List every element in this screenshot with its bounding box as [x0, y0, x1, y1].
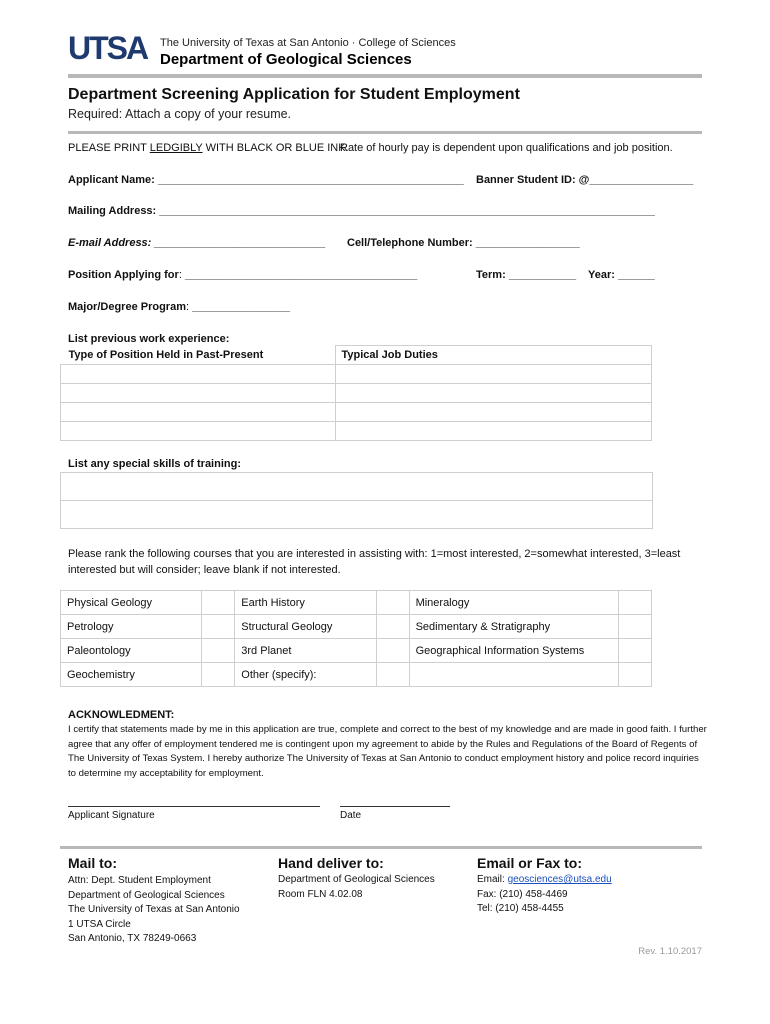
- print-note: [68, 142, 349, 154]
- fax-number: Fax: (210) 458-4469: [477, 888, 568, 900]
- table-row[interactable]: [61, 384, 652, 403]
- table-row[interactable]: [61, 422, 652, 441]
- table-cell[interactable]: [61, 422, 336, 441]
- table-cell[interactable]: [61, 365, 336, 384]
- course-name: Geochemistry: [61, 663, 202, 687]
- mail-line: San Antonio, TX 78249-0663: [68, 933, 197, 944]
- banner-id-field[interactable]: Banner Student ID: @_________________: [476, 174, 694, 186]
- course-name: Mineralogy: [409, 591, 618, 615]
- date-label: Date: [340, 810, 362, 821]
- table-cell[interactable]: [335, 403, 652, 422]
- revision-label: Rev. 1.10.2017: [638, 946, 702, 957]
- mail-address-block: [68, 874, 240, 947]
- rank-input[interactable]: [618, 639, 651, 663]
- email-field[interactable]: E-mail Address: ____________________________: [68, 237, 326, 249]
- table-cell[interactable]: [335, 365, 652, 384]
- course-name: Paleontology: [61, 639, 202, 663]
- course-name: Other (specify):: [235, 663, 376, 687]
- rate-note: Rate of hourly pay is dependent upon qualifications and job position.: [340, 142, 673, 154]
- rank-input[interactable]: [376, 615, 409, 639]
- ack-heading: ACKNOWLEDMENT:: [68, 709, 175, 721]
- rank-input[interactable]: [618, 615, 651, 639]
- phone-field[interactable]: Cell/Telephone Number: _________________: [347, 237, 580, 249]
- skills-input-1[interactable]: [60, 472, 653, 501]
- header-divider: [68, 74, 702, 78]
- mail-heading: Mail to:: [68, 855, 117, 871]
- table-row[interactable]: [61, 403, 652, 422]
- year-label: Year:: [588, 269, 615, 281]
- table-row: [61, 663, 652, 687]
- hand-line: Department of Geological Sciences: [278, 874, 435, 885]
- print-note-pre: PLEASE PRINT: [68, 142, 147, 154]
- skills-input-2[interactable]: [60, 500, 653, 529]
- rank-input[interactable]: [618, 591, 651, 615]
- mailing-address-label: Mailing Address:: [68, 205, 157, 217]
- course-name: 3rd Planet: [235, 639, 376, 663]
- course-name: Geographical Information Systems: [409, 639, 618, 663]
- course-rank-table: [60, 590, 652, 687]
- hand-address-block: [278, 873, 435, 902]
- footer-divider: [60, 846, 702, 849]
- hand-line: Room FLN 4.02.08: [278, 888, 363, 900]
- rank-input[interactable]: [376, 663, 409, 687]
- phone-label: Cell/Telephone Number:: [347, 237, 473, 249]
- position-label: Position Applying for: [68, 269, 179, 281]
- ack-text: I certify that statements made by me in this application are true, complete and correct to the best of my knowledge and are made in good faith. I further agree that any offer of employment tendered me is contingent upon my agreement to abide by the Rules and Regulations of the Board of Regents of The University of Texas System. I hereby authorize The University of Texas at San Antonio to conduct employment history and police record inquiries to determine my acceptability for employment.: [68, 724, 707, 779]
- tel-number: Tel: (210) 458-4455: [477, 903, 564, 914]
- date-line[interactable]: [340, 806, 450, 807]
- print-note-post: WITH BLACK OR BLUE INK.: [205, 142, 349, 154]
- rank-input[interactable]: [202, 591, 235, 615]
- rank-instructions: Please rank the following courses that you are interested in assisting with: 1=most interested, 2=somewhat interested, 3=least interested but will consider; leave blank if not interested.: [68, 548, 681, 576]
- mail-line: 1 UTSA Circle: [68, 918, 131, 930]
- course-name: Petrology: [61, 615, 202, 639]
- table-row: [61, 615, 652, 639]
- year-field[interactable]: Year: ______: [588, 269, 655, 281]
- email-label-footer: Email:: [477, 874, 505, 885]
- term-label: Term:: [476, 269, 506, 281]
- mail-line: Attn: Dept. Student Employment: [68, 875, 211, 886]
- course-name: Physical Geology: [61, 591, 202, 615]
- signature-line[interactable]: [68, 806, 320, 807]
- department-name: Department of Geological Sciences: [160, 51, 412, 68]
- table-cell[interactable]: [61, 403, 336, 422]
- course-name: Sedimentary & Stratigraphy: [409, 615, 618, 639]
- skills-heading: List any special skills of training:: [68, 458, 241, 470]
- major-label: Major/Degree Program: [68, 301, 186, 313]
- table-row: [61, 591, 652, 615]
- position-field[interactable]: Position Applying for: ______________________________________: [68, 269, 418, 281]
- table-row: [61, 639, 652, 663]
- rank-input[interactable]: [376, 639, 409, 663]
- table-row[interactable]: [61, 365, 652, 384]
- banner-id-label: Banner Student ID: @: [476, 174, 590, 186]
- term-field[interactable]: Term: ___________: [476, 269, 577, 281]
- signature-label: Applicant Signature: [68, 810, 155, 821]
- work-experience-table: [60, 345, 652, 441]
- applicant-name-label: Applicant Name:: [68, 174, 155, 186]
- work-heading: List previous work experience:: [68, 333, 230, 345]
- table-cell[interactable]: [61, 384, 336, 403]
- email-fax-heading: Email or Fax to:: [477, 855, 583, 871]
- utsa-logo: UTSA: [68, 30, 148, 66]
- rank-input[interactable]: [618, 663, 651, 687]
- mail-line: Department of Geological Sciences: [68, 889, 225, 901]
- rank-input[interactable]: [202, 615, 235, 639]
- rank-input[interactable]: [202, 663, 235, 687]
- course-name: Structural Geology: [235, 615, 376, 639]
- table-cell[interactable]: [335, 422, 652, 441]
- applicant-name-field[interactable]: Applicant Name: __________________________________________________: [68, 174, 464, 186]
- rank-input[interactable]: [376, 591, 409, 615]
- required-note: Required: Attach a copy of your resume.: [68, 107, 292, 121]
- title-divider: [68, 131, 702, 134]
- work-col2-header: Typical Job Duties: [335, 346, 652, 365]
- university-line: The University of Texas at San Antonio · College of Sciences: [160, 37, 456, 49]
- mailing-address-field[interactable]: Mailing Address: _________________________________________________________________________________: [68, 205, 655, 217]
- major-field[interactable]: Major/Degree Program: ________________: [68, 301, 290, 313]
- course-name: Earth History: [235, 591, 376, 615]
- email-label: E-mail Address:: [68, 237, 152, 249]
- course-name: [409, 663, 618, 687]
- mail-line: The University of Texas at San Antonio: [68, 904, 240, 915]
- hand-heading: Hand deliver to:: [278, 855, 384, 871]
- table-cell[interactable]: [335, 384, 652, 403]
- print-note-underlined: LEDGIBLY: [149, 142, 203, 154]
- email-link[interactable]: geosciences@utsa.edu: [507, 874, 612, 885]
- table-row: [61, 346, 652, 365]
- page-title: Department Screening Application for Student Employment: [68, 86, 520, 103]
- email-fax-block: [477, 873, 612, 917]
- work-col1-header: Type of Position Held in Past-Present: [61, 346, 336, 365]
- rank-input[interactable]: [202, 639, 235, 663]
